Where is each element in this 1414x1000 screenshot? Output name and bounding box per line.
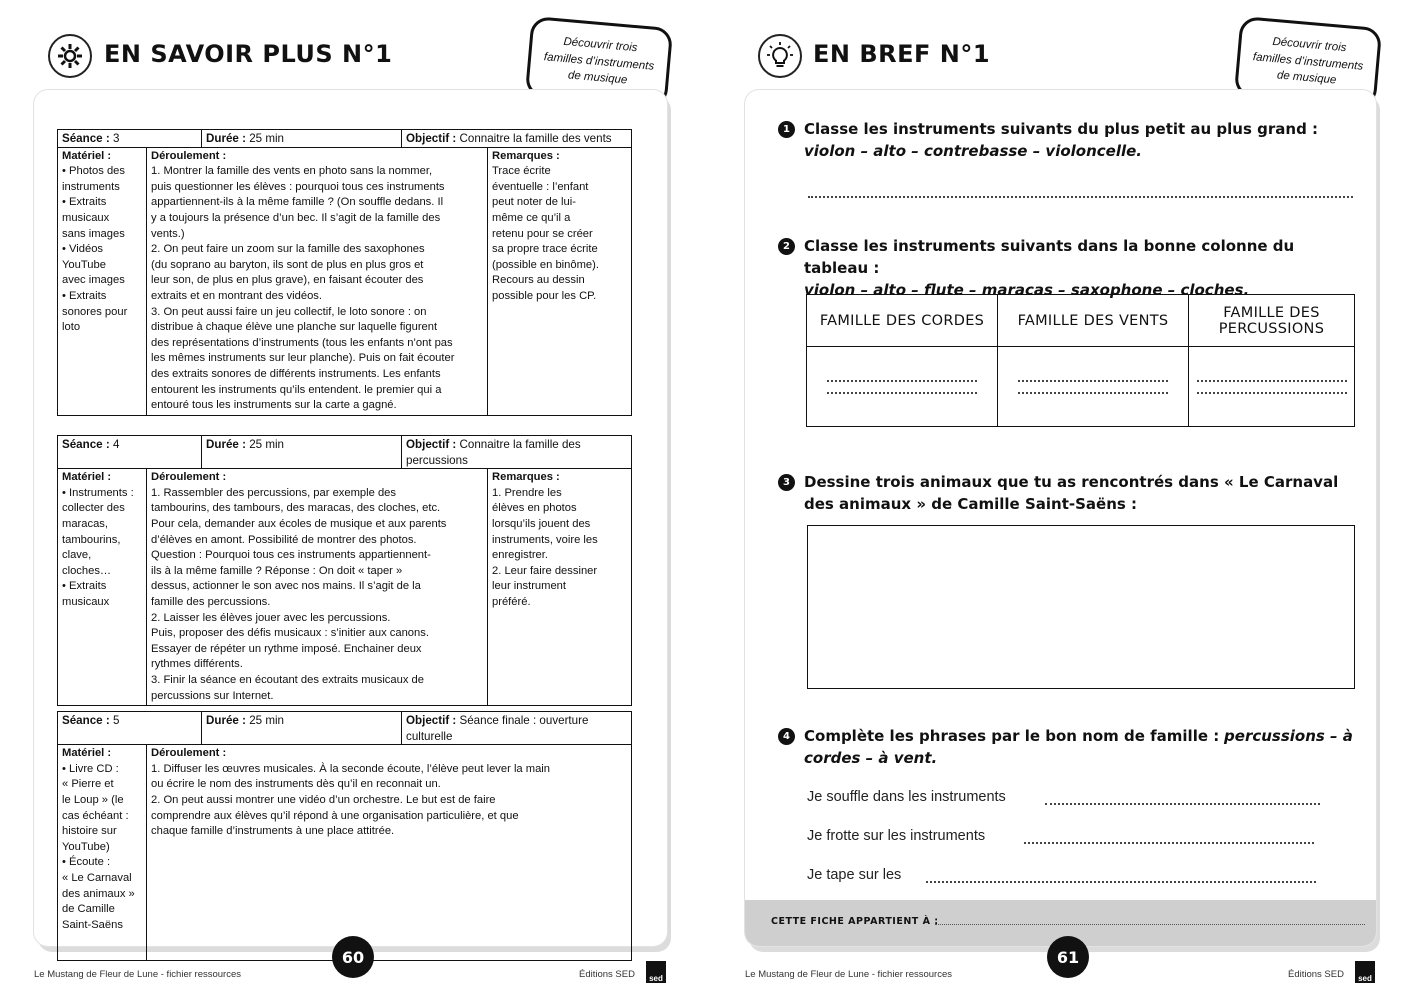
seance-label: Séance : bbox=[62, 132, 110, 145]
column-header-percussions: FAMILLE DES PERCUSSIONS bbox=[1189, 295, 1355, 347]
seance-label: Séance : bbox=[62, 438, 110, 451]
text-line: des extraits sonores de différents instruments. Les enfants bbox=[151, 367, 441, 380]
question-prompt: Complète les phrases par le bon nom de famille : bbox=[804, 727, 1220, 745]
publisher-logo: sed bbox=[1355, 961, 1375, 983]
materiel-list bbox=[62, 164, 142, 336]
materiel-list bbox=[62, 762, 142, 934]
seance-label: Séance : bbox=[62, 714, 110, 727]
question-items: violon – alto – flute – maracas – saxophone – cloches. bbox=[804, 281, 1250, 299]
deroulement-label: Déroulement : bbox=[151, 471, 227, 484]
sentence-3: Je tape sur les bbox=[807, 867, 902, 883]
column-header-vents: FAMILLE DES VENTS bbox=[998, 295, 1189, 347]
text-line: YouTube bbox=[62, 258, 106, 271]
text-line: • Livre CD : bbox=[62, 762, 119, 775]
deroulement-text bbox=[151, 762, 627, 840]
text-line: Recours au dessin bbox=[492, 274, 585, 287]
text-line: des animaux » bbox=[62, 887, 135, 900]
remarques-label: Remarques : bbox=[492, 149, 560, 162]
topic-sticker: Découvrir trois familles d’instruments de musique bbox=[525, 16, 673, 108]
answer-cell-percussions[interactable] bbox=[1189, 347, 1355, 427]
topic-sticker: Découvrir trois familles d’instruments de musique bbox=[1234, 16, 1382, 108]
text-line: musicaux bbox=[62, 211, 110, 224]
text-line: • Vidéos bbox=[62, 243, 104, 256]
materiel-label: Matériel : bbox=[62, 471, 112, 484]
materiel-label: Matériel : bbox=[62, 747, 112, 760]
text-line: famille des percussions. bbox=[151, 595, 271, 608]
text-line: dessus, actionner le son avec nos mains. Il s’agit de la bbox=[151, 580, 421, 593]
materiel-list bbox=[62, 486, 142, 611]
text-line: 1. Rassembler des percussions, par exemple des bbox=[151, 486, 396, 499]
page-number: 60 bbox=[332, 936, 374, 978]
seance-value: 4 bbox=[112, 438, 120, 451]
question-items: percussions – à cordes – à vent. bbox=[804, 727, 1353, 767]
text-line: musicaux bbox=[62, 595, 110, 608]
duree-value: 25 min bbox=[249, 132, 285, 145]
text-line: « Pierre et bbox=[62, 778, 114, 791]
text-line: extraits et en montrant des vidéos. bbox=[151, 289, 323, 302]
objectif-value: Connaitre la famille des percussions bbox=[406, 438, 581, 467]
text-line: maracas, bbox=[62, 517, 109, 530]
text-line: Pour cela, demander aux écoles de musique et aux parents bbox=[151, 517, 447, 530]
text-line: • Instruments : bbox=[62, 486, 134, 499]
duree-value: 25 min bbox=[249, 714, 285, 727]
question-number: 3 bbox=[778, 474, 795, 491]
duree-value: 25 min bbox=[249, 438, 285, 451]
text-line: cloches… bbox=[62, 564, 112, 577]
text-line: leur son, de plus en plus grave), en faisant écouter des bbox=[151, 274, 424, 287]
text-line: 3. Finir la séance en écoutant des extraits musicaux de bbox=[151, 673, 424, 686]
question-number: 4 bbox=[778, 728, 795, 745]
text-line: Question : Pourquoi tous ces instruments appartiennent- bbox=[151, 549, 431, 562]
text-line: Trace écrite bbox=[492, 165, 551, 178]
text-line: 1. Prendre les bbox=[492, 486, 562, 499]
question-number: 2 bbox=[778, 238, 795, 255]
text-line: tambourins, des tambours, des maracas, des cloches, etc. bbox=[151, 502, 441, 515]
text-line: Puis, proposer des défis musicaux : s’initier aux canons. bbox=[151, 627, 429, 640]
question-prompt: Classe les instruments suivants du plus petit au plus grand : bbox=[804, 120, 1319, 138]
text-line: préféré. bbox=[492, 595, 531, 608]
text-line: des représentations d’instruments (tous les enfants n’ont pas bbox=[151, 336, 453, 349]
text-line: (possible en binôme). bbox=[492, 258, 599, 271]
drawing-box[interactable] bbox=[807, 525, 1355, 689]
text-line: ou écrire le nom des instruments dès qu’il en reconnait un. bbox=[151, 778, 441, 791]
text-line: 2. Leur faire dessiner bbox=[492, 564, 598, 577]
text-line: instruments, voire les bbox=[492, 533, 598, 546]
remarques-label: Remarques : bbox=[492, 471, 560, 484]
text-line: puis questionner les élèves : pourquoi tous ces instruments bbox=[151, 180, 445, 193]
objectif-label: Objectif : bbox=[406, 438, 457, 451]
deroulement-text bbox=[151, 486, 483, 704]
footer-book-title: Le Mustang de Fleur de Lune - fichier ressources bbox=[745, 969, 952, 980]
question-prompt: Classe les instruments suivants dans la bonne colonne du tableau : bbox=[804, 237, 1295, 277]
text-line: y a toujours la présence d’un bec. Il s’agit de la famille des bbox=[151, 211, 441, 224]
footer-publisher: Éditions SED bbox=[1288, 969, 1344, 980]
text-line: de Camille bbox=[62, 903, 115, 916]
text-line: sa propre trace écrite bbox=[492, 243, 598, 256]
text-line: d’élèves en amont. Possibilité de montrer des photos. bbox=[151, 533, 417, 546]
text-line: « Le Carnaval bbox=[62, 871, 132, 884]
text-line: 2. On peut aussi montrer une vidéo d’un orchestre. Le but est de faire bbox=[151, 793, 496, 806]
text-line: • Extraits bbox=[62, 196, 107, 209]
answer-line[interactable] bbox=[926, 881, 1316, 883]
text-line: élèves en photos bbox=[492, 502, 577, 515]
seance-value: 3 bbox=[112, 132, 120, 145]
sentence-2: Je frotte sur les instruments bbox=[807, 828, 986, 844]
column-header-cordes: FAMILLE DES CORDES bbox=[807, 295, 998, 347]
text-line: loto bbox=[62, 321, 81, 334]
materiel-label: Matériel : bbox=[62, 149, 112, 162]
answer-cell-cordes[interactable] bbox=[807, 347, 998, 427]
gear-icon bbox=[48, 34, 92, 78]
text-line: Essayer de répéter un rythme imposé. Enchainer deux bbox=[151, 642, 422, 655]
text-line: instruments bbox=[62, 180, 120, 193]
text-line: 2. On peut faire un zoom sur la famille des saxophones bbox=[151, 243, 425, 256]
deroulement-label: Déroulement : bbox=[151, 149, 227, 162]
objectif-value: Séance finale : ouverture culturelle bbox=[406, 714, 589, 743]
text-line: enregistrer. bbox=[492, 549, 548, 562]
owner-name-line[interactable] bbox=[935, 924, 1365, 925]
seance-value: 5 bbox=[112, 714, 120, 727]
text-line: percussions sur Internet. bbox=[151, 689, 274, 702]
publisher-logo: sed bbox=[646, 961, 666, 983]
text-line: rythmes différents. bbox=[151, 658, 243, 671]
text-line: avec images bbox=[62, 274, 125, 287]
text-line: leur instrument bbox=[492, 580, 567, 593]
question-4 bbox=[780, 725, 1360, 769]
duree-label: Durée : bbox=[206, 714, 246, 727]
text-line: éventuelle : l’enfant bbox=[492, 180, 589, 193]
text-line: entourent les instruments qu’ils entendent. le premier qui a bbox=[151, 383, 442, 396]
text-line: • Extraits bbox=[62, 580, 107, 593]
question-1 bbox=[780, 118, 1360, 162]
deroulement-label: Déroulement : bbox=[151, 747, 227, 760]
text-line: distribue à chaque élève une planche sur laquelle figurent bbox=[151, 321, 438, 334]
question-2 bbox=[780, 235, 1360, 301]
footer-publisher: Éditions SED bbox=[579, 969, 635, 980]
objectif-label: Objectif : bbox=[406, 714, 457, 727]
objectif-label: Objectif : bbox=[406, 132, 457, 145]
text-line: • Écoute : bbox=[62, 856, 111, 869]
session-table-5 bbox=[57, 711, 632, 961]
question-number: 1 bbox=[778, 121, 795, 138]
text-line: cas échéant : bbox=[62, 809, 129, 822]
text-line: lorsqu’ils jouent des bbox=[492, 517, 591, 530]
duree-label: Durée : bbox=[206, 438, 246, 451]
answer-line[interactable] bbox=[808, 196, 1353, 198]
question-prompt: Dessine trois animaux que tu as rencontrés dans « Le Carnaval des animaux » de Camille Saint-Saëns : bbox=[804, 473, 1339, 513]
text-line: les mêmes instruments sur leur planche). Puis on fait écouter bbox=[151, 352, 455, 365]
text-line: collecter des bbox=[62, 502, 125, 515]
text-line: Saint-Saëns bbox=[62, 918, 123, 931]
text-line: possible pour les CP. bbox=[492, 289, 597, 302]
text-line: ils à la même famille ? Réponse : On doit « taper » bbox=[151, 564, 403, 577]
remarques-text bbox=[492, 486, 627, 611]
text-line: le Loup » (le bbox=[62, 793, 124, 806]
text-line: 1. Montrer la famille des vents en photo sans la nommer, bbox=[151, 165, 433, 178]
text-line: 1. Diffuser les œuvres musicales. À la seconde écoute, l’élève peut lever la main bbox=[151, 762, 551, 775]
text-line: YouTube) bbox=[62, 840, 110, 853]
text-line: • Extraits bbox=[62, 289, 107, 302]
text-line: entouré tous les instruments sur la carte a gagné. bbox=[151, 399, 397, 412]
question-3 bbox=[780, 471, 1360, 515]
question-items: violon – alto – contrebasse – violoncelle. bbox=[804, 142, 1142, 160]
family-table bbox=[806, 294, 1355, 427]
session-table-3 bbox=[57, 129, 632, 416]
text-line: chaque famille d’instruments à une place attitrée. bbox=[151, 825, 395, 838]
text-line: comprendre aux élèves qu’il répond à une organisation particulière, et que bbox=[151, 809, 519, 822]
text-line: même ce qu’il a bbox=[492, 211, 571, 224]
text-line: clave, bbox=[62, 549, 92, 562]
sentence-1: Je souffle dans les instruments bbox=[807, 789, 1006, 805]
page-title: EN BREF N°1 bbox=[813, 40, 991, 68]
text-line: appartiennent-ils à la même famille ? (On souffle dedans. Il bbox=[151, 196, 444, 209]
page-number: 61 bbox=[1047, 936, 1089, 978]
objectif-value: Connaitre la famille des vents bbox=[459, 132, 612, 145]
text-line: tambourins, bbox=[62, 533, 121, 546]
text-line: 3. On peut aussi faire un jeu collectif, le loto sonore : on bbox=[151, 305, 427, 318]
text-line: 2. Laisser les élèves jouer avec les percussions. bbox=[151, 611, 391, 624]
answer-line[interactable] bbox=[1024, 842, 1314, 844]
text-line: sans images bbox=[62, 227, 125, 240]
session-table-4 bbox=[57, 435, 632, 706]
duree-label: Durée : bbox=[206, 132, 246, 145]
text-line: (du soprano au baryton, ils sont de plus en plus gros et bbox=[151, 258, 424, 271]
footer-book-title: Le Mustang de Fleur de Lune - fichier ressources bbox=[34, 969, 241, 980]
page-title: EN SAVOIR PLUS N°1 bbox=[104, 40, 393, 68]
answer-line[interactable] bbox=[1045, 803, 1320, 805]
text-line: histoire sur bbox=[62, 825, 117, 838]
deroulement-text bbox=[151, 164, 483, 414]
remarques-text bbox=[492, 164, 627, 304]
text-line: peut noter de lui- bbox=[492, 196, 576, 209]
answer-cell-vents[interactable] bbox=[998, 347, 1189, 427]
text-line: sonores pour bbox=[62, 305, 128, 318]
lightbulb-icon bbox=[758, 34, 802, 78]
text-line: vents.) bbox=[151, 227, 185, 240]
owner-label: CETTE FICHE APPARTIENT À : bbox=[771, 916, 939, 927]
worksheet-card bbox=[745, 90, 1376, 946]
text-line: • Photos des bbox=[62, 165, 126, 178]
text-line: retenu pour se créer bbox=[492, 227, 593, 240]
